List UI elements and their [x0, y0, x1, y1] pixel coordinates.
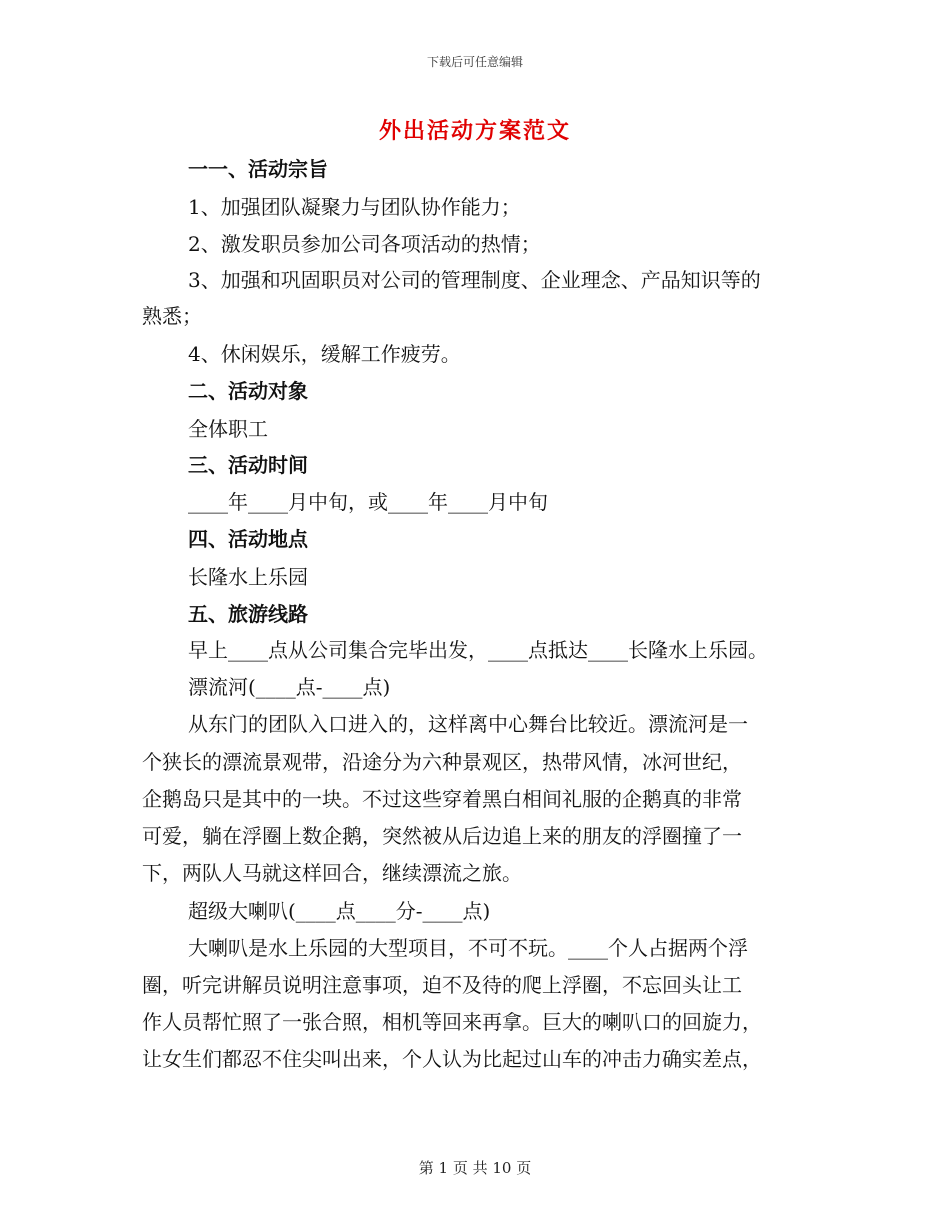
section3-heading: 三、活动时间	[188, 453, 308, 477]
section3-text: ____年____月中旬，或____年____月中旬	[188, 490, 548, 514]
section1-item1: 1、加强团队凝聚力与团队协作能力；	[188, 195, 521, 219]
paragraph-line: 可爱，躺在浮圈上数企鹅，突然被从后边追上来的朋友的浮圈撞了一	[142, 824, 742, 848]
header-note: 下载后可任意编辑	[426, 55, 523, 69]
paragraph-line: 作人员帮忙照了一张合照，相机等回来再拿。巨大的喇叭口的回旋力，	[142, 1010, 762, 1034]
section2-heading: 二、活动对象	[188, 379, 308, 403]
subsection-title: 超级大喇叭(____点____分-____点)	[188, 899, 491, 923]
paragraph-line: 圈，听完讲解员说明注意事项，迫不及待的爬上浮圈，不忘回头让工	[142, 973, 742, 997]
section4-heading: 四、活动地点	[188, 527, 308, 551]
paragraph-line: 大喇叭是水上乐园的大型项目，不可不玩。____个人占据两个浮	[188, 936, 748, 960]
section1-item3-line1: 3、加强和巩固职员对公司的管理制度、企业理念、产品知识等的	[188, 268, 761, 292]
section1-heading: 一一、活动宗旨	[188, 157, 328, 181]
section4-text: 长隆水上乐园	[188, 565, 308, 589]
section1-item3-line2: 熟悉；	[142, 304, 202, 328]
section5-line1: 早上____点从公司集合完毕出发，____点抵达____长隆水上乐园。	[188, 638, 768, 662]
section5-heading: 五、旅游线路	[188, 602, 308, 626]
subsection-title: 漂流河(____点-____点)	[188, 675, 391, 699]
paragraph-line: 下，两队人马就这样回合，继续漂流之旅。	[142, 861, 522, 885]
section1-item4: 4、休闲娱乐，缓解工作疲劳。	[188, 342, 461, 366]
document-title: 外出活动方案范文	[378, 118, 571, 144]
section2-text: 全体职工	[188, 417, 268, 441]
section1-item2: 2、激发职员参加公司各项活动的热情；	[188, 232, 541, 256]
paragraph-line: 让女生们都忍不住尖叫出来，个人认为比起过山车的冲击力确实差点，	[142, 1047, 762, 1071]
paragraph-line: 个狭长的漂流景观带，沿途分为六种景观区，热带风情，冰河世纪，	[142, 750, 742, 774]
paragraph-line: 从东门的团队入口进入的，这样离中心舞台比较近。漂流河是一	[188, 712, 748, 736]
paragraph-line: 企鹅岛只是其中的一块。不过这些穿着黑白相间礼服的企鹅真的非常	[142, 787, 742, 811]
page-footer: 第 1 页 共 10 页	[418, 1159, 532, 1177]
